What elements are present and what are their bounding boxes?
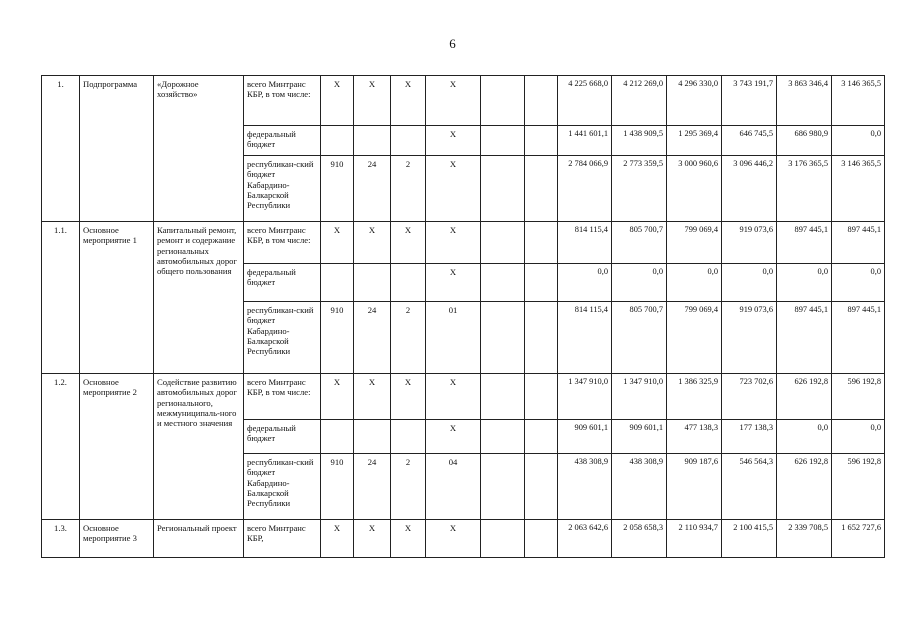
amount-cell: 0,0 xyxy=(832,126,885,156)
budget-code-cell xyxy=(321,264,354,302)
table-row xyxy=(42,222,885,264)
program-name-cell: Региональный проект xyxy=(154,520,244,558)
amount-cell: 805 700,7 xyxy=(612,302,667,374)
amount-cell: 1 347 910,0 xyxy=(612,374,667,420)
funding-source-cell: всего Минтранс КБР, в том числе: xyxy=(244,222,321,264)
budget-code-cell: 01 xyxy=(426,302,481,374)
amount-cell: 723 702,6 xyxy=(722,374,777,420)
budget-code-cell: 04 xyxy=(426,454,481,520)
budget-code-cell: 910 xyxy=(321,454,354,520)
amount-cell: 0,0 xyxy=(612,264,667,302)
funding-source-cell: республикан-ский бюджет Кабардино-Балкарской Республики xyxy=(244,302,321,374)
extra-cell xyxy=(481,454,525,520)
budget-code-cell: X xyxy=(354,222,391,264)
amount-cell: 596 192,8 xyxy=(832,454,885,520)
amount-cell: 799 069,4 xyxy=(667,302,722,374)
amount-cell: 438 308,9 xyxy=(558,454,612,520)
budget-code-cell: 910 xyxy=(321,156,354,222)
page-number: 6 xyxy=(449,36,456,51)
amount-cell: 2 063 642,6 xyxy=(558,520,612,558)
budget-code-cell xyxy=(354,420,391,454)
extra-cell xyxy=(525,454,558,520)
extra-cell xyxy=(525,126,558,156)
budget-code-cell: X xyxy=(426,156,481,222)
program-name-cell: Содействие развитию автомобильных дорог регионального, межмуниципаль-ного и местного значения xyxy=(154,374,244,520)
amount-cell: 0,0 xyxy=(777,264,832,302)
budget-code-cell xyxy=(321,420,354,454)
budget-code-cell: 24 xyxy=(354,454,391,520)
extra-cell xyxy=(525,156,558,222)
funding-source-cell: республикан-ский бюджет Кабардино-Балкарской Республики xyxy=(244,156,321,222)
row-number-cell: 1. xyxy=(42,76,80,222)
amount-cell: 1 438 909,5 xyxy=(612,126,667,156)
extra-cell xyxy=(525,76,558,126)
extra-cell xyxy=(481,156,525,222)
budget-code-cell: 2 xyxy=(391,156,426,222)
budget-code-cell: X xyxy=(321,76,354,126)
budget-code-cell: X xyxy=(426,76,481,126)
budget-code-cell: 2 xyxy=(391,302,426,374)
budget-code-cell: X xyxy=(321,222,354,264)
amount-cell: 177 138,3 xyxy=(722,420,777,454)
amount-cell: 546 564,3 xyxy=(722,454,777,520)
budget-code-cell: X xyxy=(426,520,481,558)
amount-cell: 4 212 269,0 xyxy=(612,76,667,126)
amount-cell: 4 225 668,0 xyxy=(558,76,612,126)
budget-code-cell: X xyxy=(426,222,481,264)
budget-code-cell xyxy=(391,126,426,156)
program-name-cell: Капитальный ремонт, ремонт и содержание региональных автомобильных дорог общего пользования xyxy=(154,222,244,374)
status-cell: Основное мероприятие 1 xyxy=(80,222,154,374)
amount-cell: 1 347 910,0 xyxy=(558,374,612,420)
extra-cell xyxy=(481,222,525,264)
amount-cell: 686 980,9 xyxy=(777,126,832,156)
extra-cell xyxy=(481,420,525,454)
amount-cell: 909 187,6 xyxy=(667,454,722,520)
amount-cell: 1 441 601,1 xyxy=(558,126,612,156)
extra-cell xyxy=(525,264,558,302)
budget-code-cell: X xyxy=(426,420,481,454)
budget-code-cell: X xyxy=(391,222,426,264)
budget-code-cell: X xyxy=(426,374,481,420)
extra-cell xyxy=(525,222,558,264)
amount-cell: 2 110 934,7 xyxy=(667,520,722,558)
amount-cell: 0,0 xyxy=(777,420,832,454)
extra-cell xyxy=(525,420,558,454)
extra-cell xyxy=(481,264,525,302)
extra-cell xyxy=(525,374,558,420)
status-cell: Основное мероприятие 2 xyxy=(80,374,154,520)
amount-cell: 805 700,7 xyxy=(612,222,667,264)
amount-cell: 4 296 330,0 xyxy=(667,76,722,126)
amount-cell: 626 192,8 xyxy=(777,374,832,420)
amount-cell: 0,0 xyxy=(832,420,885,454)
budget-code-cell: 24 xyxy=(354,156,391,222)
amount-cell: 646 745,5 xyxy=(722,126,777,156)
budget-code-cell xyxy=(391,264,426,302)
amount-cell: 438 308,9 xyxy=(612,454,667,520)
budget-code-cell xyxy=(391,420,426,454)
budget-code-cell: X xyxy=(391,374,426,420)
budget-table xyxy=(41,75,885,558)
amount-cell: 2 058 658,3 xyxy=(612,520,667,558)
budget-code-cell: X xyxy=(354,374,391,420)
row-number-cell: 1.1. xyxy=(42,222,80,374)
amount-cell: 626 192,8 xyxy=(777,454,832,520)
funding-source-cell: республикан-ский бюджет Кабардино-Балкарской Республики xyxy=(244,454,321,520)
funding-source-cell: федеральный бюджет xyxy=(244,420,321,454)
funding-source-cell: федеральный бюджет xyxy=(244,126,321,156)
amount-cell: 799 069,4 xyxy=(667,222,722,264)
extra-cell xyxy=(481,302,525,374)
amount-cell: 897 445,1 xyxy=(777,302,832,374)
amount-cell: 1 386 325,9 xyxy=(667,374,722,420)
budget-code-cell: 24 xyxy=(354,302,391,374)
budget-code-cell: 910 xyxy=(321,302,354,374)
amount-cell: 2 339 708,5 xyxy=(777,520,832,558)
amount-cell: 3 863 346,4 xyxy=(777,76,832,126)
budget-code-cell: X xyxy=(426,264,481,302)
table-row xyxy=(42,520,885,558)
table-row xyxy=(42,374,885,420)
status-cell: Основное мероприятие 3 xyxy=(80,520,154,558)
budget-code-cell: X xyxy=(391,76,426,126)
amount-cell: 897 445,1 xyxy=(832,222,885,264)
budget-code-cell xyxy=(321,126,354,156)
status-cell: Подпрограмма xyxy=(80,76,154,222)
amount-cell: 0,0 xyxy=(667,264,722,302)
funding-source-cell: всего Минтранс КБР, в том числе: xyxy=(244,76,321,126)
table-row xyxy=(42,76,885,126)
table-body xyxy=(42,76,885,558)
budget-code-cell xyxy=(354,264,391,302)
amount-cell: 909 601,1 xyxy=(612,420,667,454)
extra-cell xyxy=(481,126,525,156)
amount-cell: 919 073,6 xyxy=(722,222,777,264)
budget-code-cell: X xyxy=(321,374,354,420)
extra-cell xyxy=(481,76,525,126)
amount-cell: 0,0 xyxy=(722,264,777,302)
amount-cell: 814 115,4 xyxy=(558,302,612,374)
row-number-cell: 1.2. xyxy=(42,374,80,520)
amount-cell: 2 784 066,9 xyxy=(558,156,612,222)
amount-cell: 919 073,6 xyxy=(722,302,777,374)
budget-code-cell: X xyxy=(391,520,426,558)
amount-cell: 0,0 xyxy=(558,264,612,302)
amount-cell: 814 115,4 xyxy=(558,222,612,264)
amount-cell: 897 445,1 xyxy=(832,302,885,374)
amount-cell: 3 743 191,7 xyxy=(722,76,777,126)
extra-cell xyxy=(481,520,525,558)
amount-cell: 2 100 415,5 xyxy=(722,520,777,558)
amount-cell: 909 601,1 xyxy=(558,420,612,454)
budget-code-cell: X xyxy=(426,126,481,156)
budget-code-cell: 2 xyxy=(391,454,426,520)
budget-code-cell: X xyxy=(354,76,391,126)
amount-cell: 3 146 365,5 xyxy=(832,76,885,126)
amount-cell: 897 445,1 xyxy=(777,222,832,264)
amount-cell: 3 000 960,6 xyxy=(667,156,722,222)
budget-code-cell: X xyxy=(321,520,354,558)
amount-cell: 1 295 369,4 xyxy=(667,126,722,156)
amount-cell: 596 192,8 xyxy=(832,374,885,420)
amount-cell: 1 652 727,6 xyxy=(832,520,885,558)
budget-code-cell xyxy=(354,126,391,156)
funding-source-cell: федеральный бюджет xyxy=(244,264,321,302)
row-number-cell: 1.3. xyxy=(42,520,80,558)
funding-source-cell: всего Минтранс КБР, в том числе: xyxy=(244,374,321,420)
budget-code-cell: X xyxy=(354,520,391,558)
amount-cell: 3 176 365,5 xyxy=(777,156,832,222)
extra-cell xyxy=(525,520,558,558)
extra-cell xyxy=(481,374,525,420)
amount-cell: 2 773 359,5 xyxy=(612,156,667,222)
amount-cell: 3 096 446,2 xyxy=(722,156,777,222)
amount-cell: 3 146 365,5 xyxy=(832,156,885,222)
amount-cell: 477 138,3 xyxy=(667,420,722,454)
funding-source-cell: всего Минтранс КБР, xyxy=(244,520,321,558)
extra-cell xyxy=(525,302,558,374)
amount-cell: 0,0 xyxy=(832,264,885,302)
program-name-cell: «Дорожное хозяйство» xyxy=(154,76,244,222)
